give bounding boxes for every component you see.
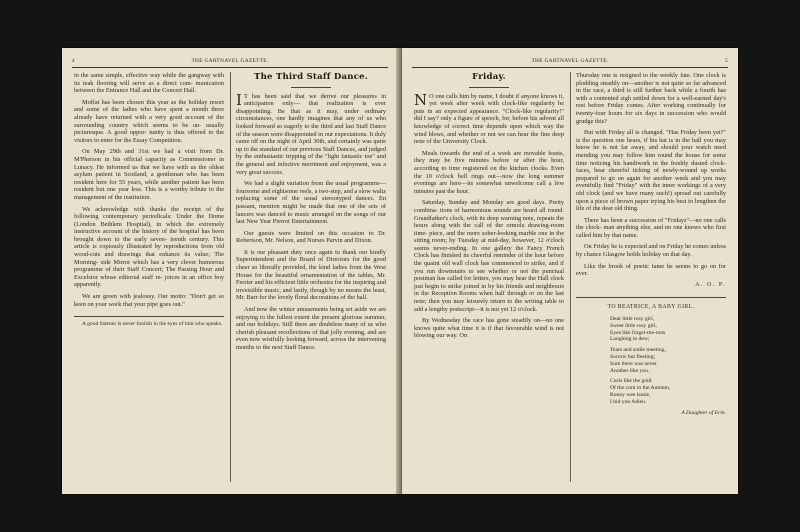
poem-line: I bid you Adieu.: [610, 398, 647, 405]
footnote: A good listener is never foolish in the eyes of him who speaks.: [82, 321, 223, 328]
poem-stanza: [610, 378, 726, 405]
poem-line: Laughing in dew;: [610, 336, 650, 343]
header-rule: [412, 67, 728, 68]
left-page: [62, 48, 398, 494]
paragraph: Saturday, Sunday and Monday are good days. Pretty combina- tions of harmonious sounds are heard all round. Grandfather's clock, with its deep warning note, repeats the hours along with the call of the ormolu drawing-room time- piece, and the more sober-looking marble one in the sitting room; by Tuesday at mid-day, however, 12 o'clock seems never-ending. In one gallery the Fancy French Clock has finished its cheerful reminder of the hour before the quaint old wall clock has commenced to strike, and if you run downstairs to see whether or not the punctual postman has called for letters, you may hear the Hall clock just begin to strike joined in by his friends and neighbours in the Reception Rooms when half through or on the last note; then you may leisurely return to the writing table to add a lengthy postscript—it is not yet 12 o'clock.: [414, 199, 564, 313]
right-column-1: [414, 72, 564, 344]
drop-cap: I: [236, 90, 242, 109]
poem-line: Another like you.: [610, 367, 650, 374]
magazine-spread: [62, 48, 738, 494]
column-divider: [230, 72, 231, 482]
paragraph-text: T has been said that we derive our pleasures in anticipation only— that realization is ever disappointing. Be that as it may, under ordinary circumstances, one hardly imagines that any of us who looked forward so eagerly to the third and last Staff Dance of the season were disappointed in our expectations. It duly came off on the night of April 30th, and certainly was quite up to the standard of our previous Staff Dances, and judged by the enthusiastic tripping of the "light fantastic toe" and the general and infective merriment and enjoyment, was a very great success.: [236, 92, 386, 176]
paragraph: It is our pleasant duty once again to thank our kindly Superintendent and the Board of Directors for the good cheer so liberally provided, the kind ladies from the West House for the beautiful ornamentation of the tables, Mr. Ferrier and his efficient little orchestra for the inspiring and irresistible music, and lastly, though by no means the least, Mr. Barr for the lovely floral decorations of the hall.: [236, 248, 386, 302]
poem-line: Curls like the gold: [610, 378, 652, 385]
poem-line: Sure there was never: [610, 360, 657, 367]
poem: [610, 316, 726, 406]
paragraph: Our guests were limited on this occasion to Dr. Robertson, Mr. Nelson, and Nurses Parvin and Dixon.: [236, 229, 386, 245]
paragraph: Like the brook of poetic fame he seems to go on for ever.: [576, 262, 726, 278]
paragraph: We are green with jealousy. Our motto: "Don't get so keen on your work that your pipe goes out.": [74, 293, 224, 308]
article-heading: Friday.: [472, 72, 506, 82]
poem-line: Dear little rosy girl,: [610, 316, 655, 323]
paragraph: in the same simple, effective way while the gangway with its teak flooring will serve as a direct com- munication between the Entrance Hall and the Concert Hall.: [74, 72, 224, 95]
paragraph-lead: [236, 90, 386, 177]
poem-line: Sorrow but fleeting;: [610, 354, 656, 361]
poem-line: Tears and smile meeting,: [610, 347, 666, 354]
paragraph: By Wednesday the race has gone steadily on—no one knows quite what time it is if that favourable wind is not blowing our way. On: [414, 317, 564, 340]
page-number: 5: [725, 58, 728, 64]
article-signature: A. O. P.: [695, 281, 726, 288]
column-divider: [570, 72, 571, 482]
paragraph: And now the winter amusements being set aside we are enjoying to the fullest extent the present glorious summer, and our holidays. Still there are doubtless many of us who cherish pleasant recollections of that jolly evening, and are even now wistfully looking forward, across the intervening months to the next Staff Dance.: [236, 306, 386, 351]
right-column-2: [576, 72, 726, 417]
paragraph: There has been a succession of "Fridays"—no one calls the clock- man anything else, and no one knows who first called him by that name.: [576, 216, 726, 239]
paragraph: We had a slight variation from the usual programme—foursome and eightsome reels, a two-step, and a slow waltz replacing some of the usual stereotyped dances. En passant, mention might be made that one of the sets of lancers was danced to music arranged on the songs of our last New Year Pierrot Entertainment.: [236, 180, 386, 226]
paragraph: Thursday one is resigned to the weekly fate. One clock is plodding steadily on—another is not quite so far advanced in the race, a third is still further back while a fourth has with a contented sigh settled down for a well-earned day's rest before Friday comes. After working continually for twenty-four hours for six days in succession who would grudge this?: [576, 72, 726, 125]
poem-stanza: [610, 316, 726, 343]
poem-line: Eyes like forget-me-nots: [610, 329, 666, 336]
running-head-title: THE GARTNAVEL GAZETTE.: [531, 58, 609, 64]
poem-line: Sweet little rosy girl,: [610, 322, 657, 329]
divider: [74, 316, 224, 317]
page-number: 4: [72, 58, 75, 64]
paragraph: On Friday he is expected and on Friday he comes unless by chance Glasgow holds holiday on that day.: [576, 243, 726, 259]
heading-rule: [469, 87, 509, 88]
poem-signature: A Daughter of Erin.: [681, 409, 726, 416]
poem-line: Bonny wee lassie,: [610, 392, 651, 398]
paragraph-text: O one calls him by name, I doubt if anyone knows it, yet week after week with clock-like regularity he puts in an expected appearance. "Clock-like regularity!" did I say? only a figure of speech, for, before his advent all knowledge of correct time depends upon which way the wind blows, and whether or not we can hear the fine deep note of the University Clock.: [414, 92, 564, 146]
paragraph: Meals towards the end of a week are movable feasts, they may be five minutes before or after the hour, according to time registered on the kitchen clocks. Even the 10 o'clock bell rings out—now the long summer evenings are here—its somewhat unwelcome call a few minutes past the hour.: [414, 149, 564, 195]
paragraph: But with Friday all is changed. "Has Friday been yet?" is the question one hears, if his hat is in the hall you may know he is not far away, and should your watch need mending you may follow him round the house for some time noticing his handiwork in the freshly dusted clock-faces, hear cheerful ticking of newly-wound up works prepared to go on again for another week and you may eventfully find "Friday" with the inner workings of a very old clock (and we have many such!) spread out carefully upon a piece of brown paper trying his best to lengthen the life of the dear old thing.: [576, 129, 726, 213]
divider: [576, 297, 726, 298]
right-page: [402, 48, 738, 494]
heading-rule: [291, 87, 331, 88]
left-column-2: [236, 72, 386, 356]
poem-title: TO BEATRICE, A BABY GIRL.: [607, 304, 695, 311]
paragraph-lead: [414, 90, 564, 146]
paragraph: We acknowledge with thanks the receipt of the following contemporary periodicals: Under the Dome (London Bethlem Hospital), in which the extremely instructive account of the history of the hospital has been brought down to the early seven- teenth century. This article is copiously illustrated by reproductions from old wood-cuts and drawings that enhance its value; The Morning- side Mirror which has a very clever humorous programme of their Staff Concert; The Passing Hour and Excelsior whose editorial staff re- joices in an office boy apparently.: [74, 205, 224, 289]
paragraph: Moffat has been chosen this year as the holiday resort and some of the ladies who have spent a month there already have returned with a very good account of the surrounding country which seems to be un- usually picturesque. A good oppor- tunity is thus offered to the visitors to enter for the Essay Competition.: [74, 98, 224, 144]
article-heading: The Third Staff Dance.: [253, 72, 369, 82]
drop-cap: N: [414, 90, 428, 109]
left-column-1: [74, 72, 224, 332]
poem-line: Of the corn in the Autumn,: [610, 385, 671, 392]
poem-stanza: [610, 347, 726, 374]
header-rule: [72, 67, 388, 68]
paragraph: On May 29th and 31st we had a visit from Dr. M'Pherson in his official capacity as Commissioner in Lunacy. He informed us that we have with us the oldest asylum patient in Scotland, a gentleman who has been resident here for 55 years, while another patient has been resident but one year less. This is a worthy tribute to the management of the institution.: [74, 148, 224, 201]
running-head-title: THE GARTNAVEL GAZETTE.: [191, 58, 269, 64]
